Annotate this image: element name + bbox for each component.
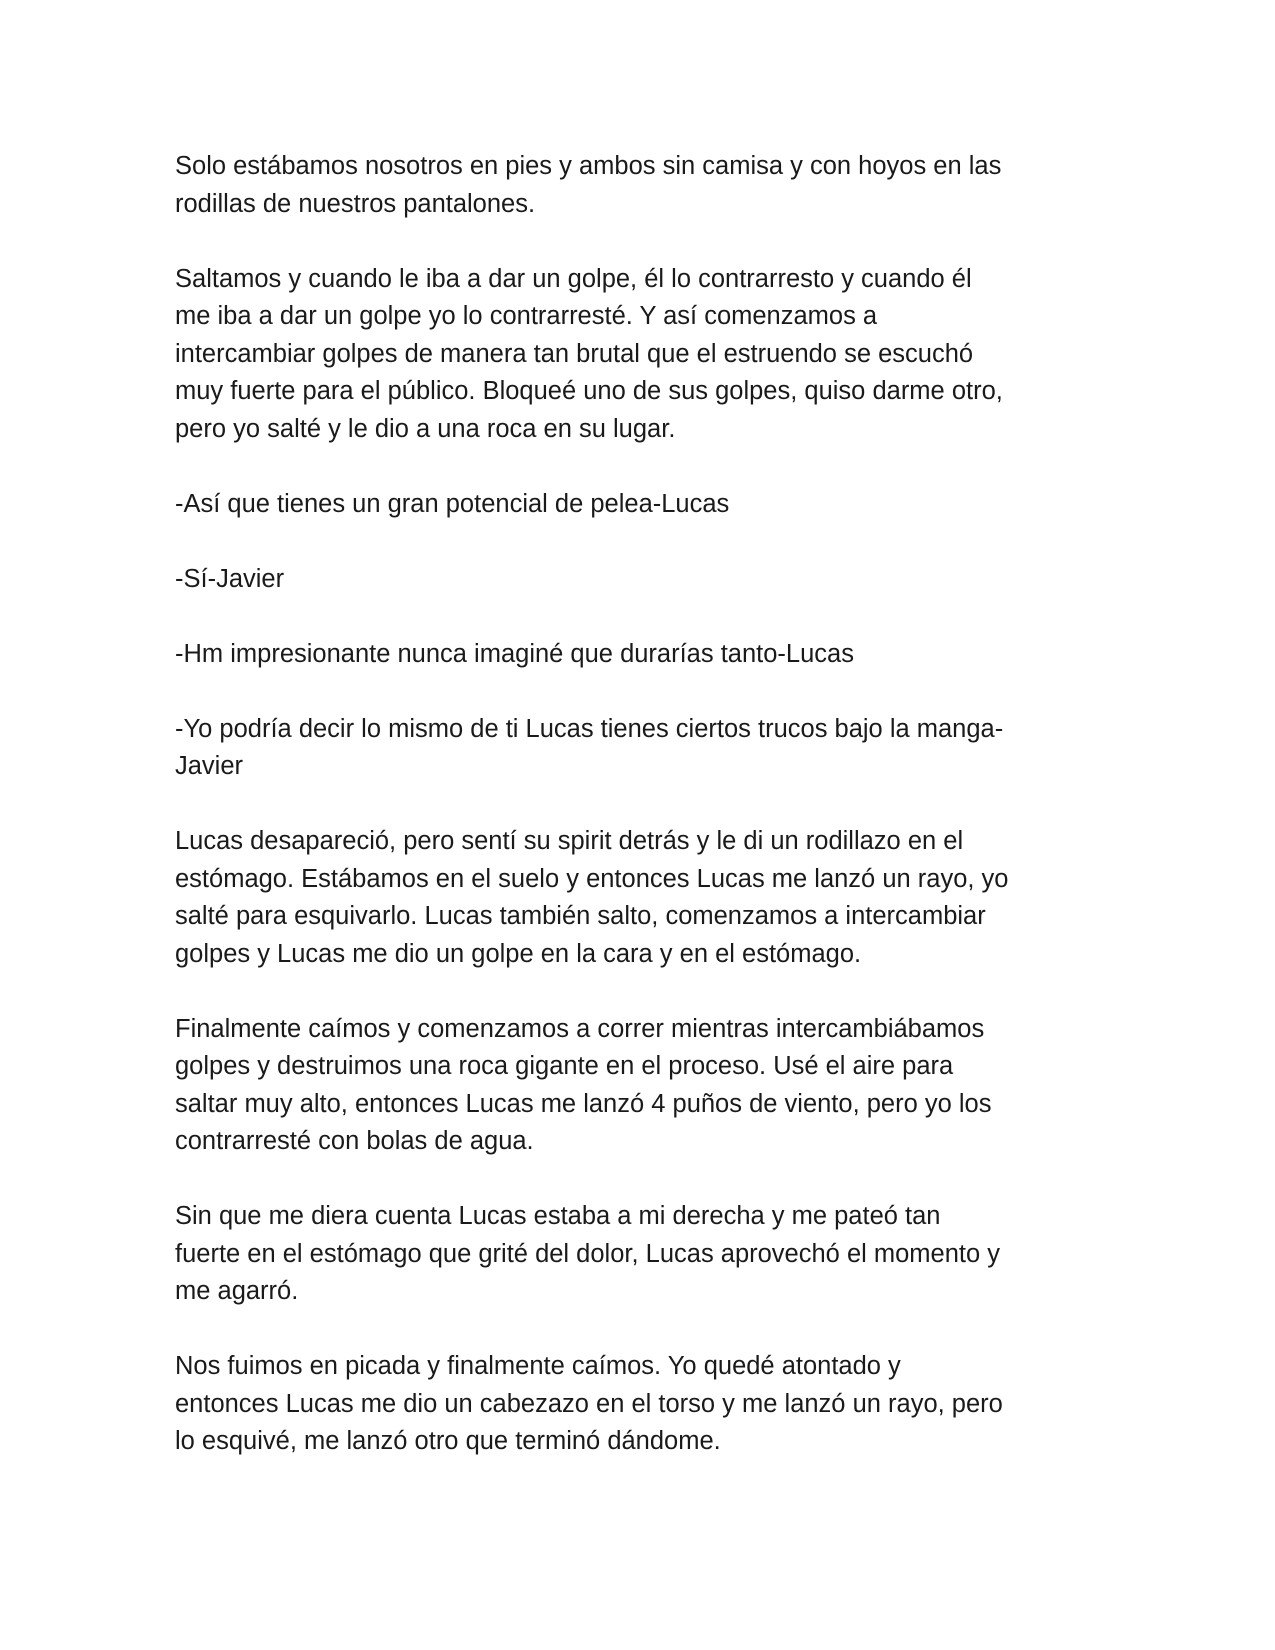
paragraph-3: Lucas desapareció, pero sentí su spirit detrás y le di un rodillazo en el estómago. Estábamos en el suelo y entonces Lucas me lanzó un rayo, yo salté para esquivarlo. Lucas también salto, comenzamos a intercambiar golpes y Lucas me dio un golpe en la cara y en el estómago. <box>175 827 1009 968</box>
dialogue-line-2: -Sí-Javier <box>175 564 285 593</box>
paragraph-4: Finalmente caímos y comenzamos a correr mientras intercambiábamos golpes y destruimos una roca gigante en el proceso. Usé el aire para saltar muy alto, entonces Lucas me lanzó 4 puños de viento, pero yo los contrarresté con bolas de agua. <box>175 1014 992 1155</box>
paragraph-1: Solo estábamos nosotros en pies y ambos sin camisa y con hoyos en las rodillas de nuestros pantalones. <box>175 152 1002 218</box>
dialogue-line-4: -Yo podría decir lo mismo de ti Lucas tienes ciertos trucos bajo la manga- Javier <box>175 714 1004 780</box>
document-body <box>175 148 1090 1498</box>
dialogue-line-3: -Hm impresionante nunca imaginé que durarías tanto-Lucas <box>175 639 854 668</box>
dialogue-line-1: -Así que tienes un gran potencial de pelea-Lucas <box>175 489 730 518</box>
paragraph-5: Sin que me diera cuenta Lucas estaba a mi derecha y me pateó tan fuerte en el estómago que grité del dolor, Lucas aprovechó el momento y me agarró. <box>175 1202 1001 1305</box>
paragraph-2: Saltamos y cuando le iba a dar un golpe, él lo contrarresto y cuando él me iba a dar un golpe yo lo contrarresté. Y así comenzamos a intercambiar golpes de manera tan brutal que el estruendo se escuchó muy fuerte para el público. Bloqueé uno de sus golpes, quiso darme otro, pero yo salté y le dio a una roca en su lugar. <box>175 264 1003 443</box>
paragraph-6: Nos fuimos en picada y finalmente caímos. Yo quedé atontado y entonces Lucas me dio un cabezazo en el torso y me lanzó un rayo, pero lo esquivé, me lanzó otro que terminó dándome. <box>175 1352 1003 1455</box>
